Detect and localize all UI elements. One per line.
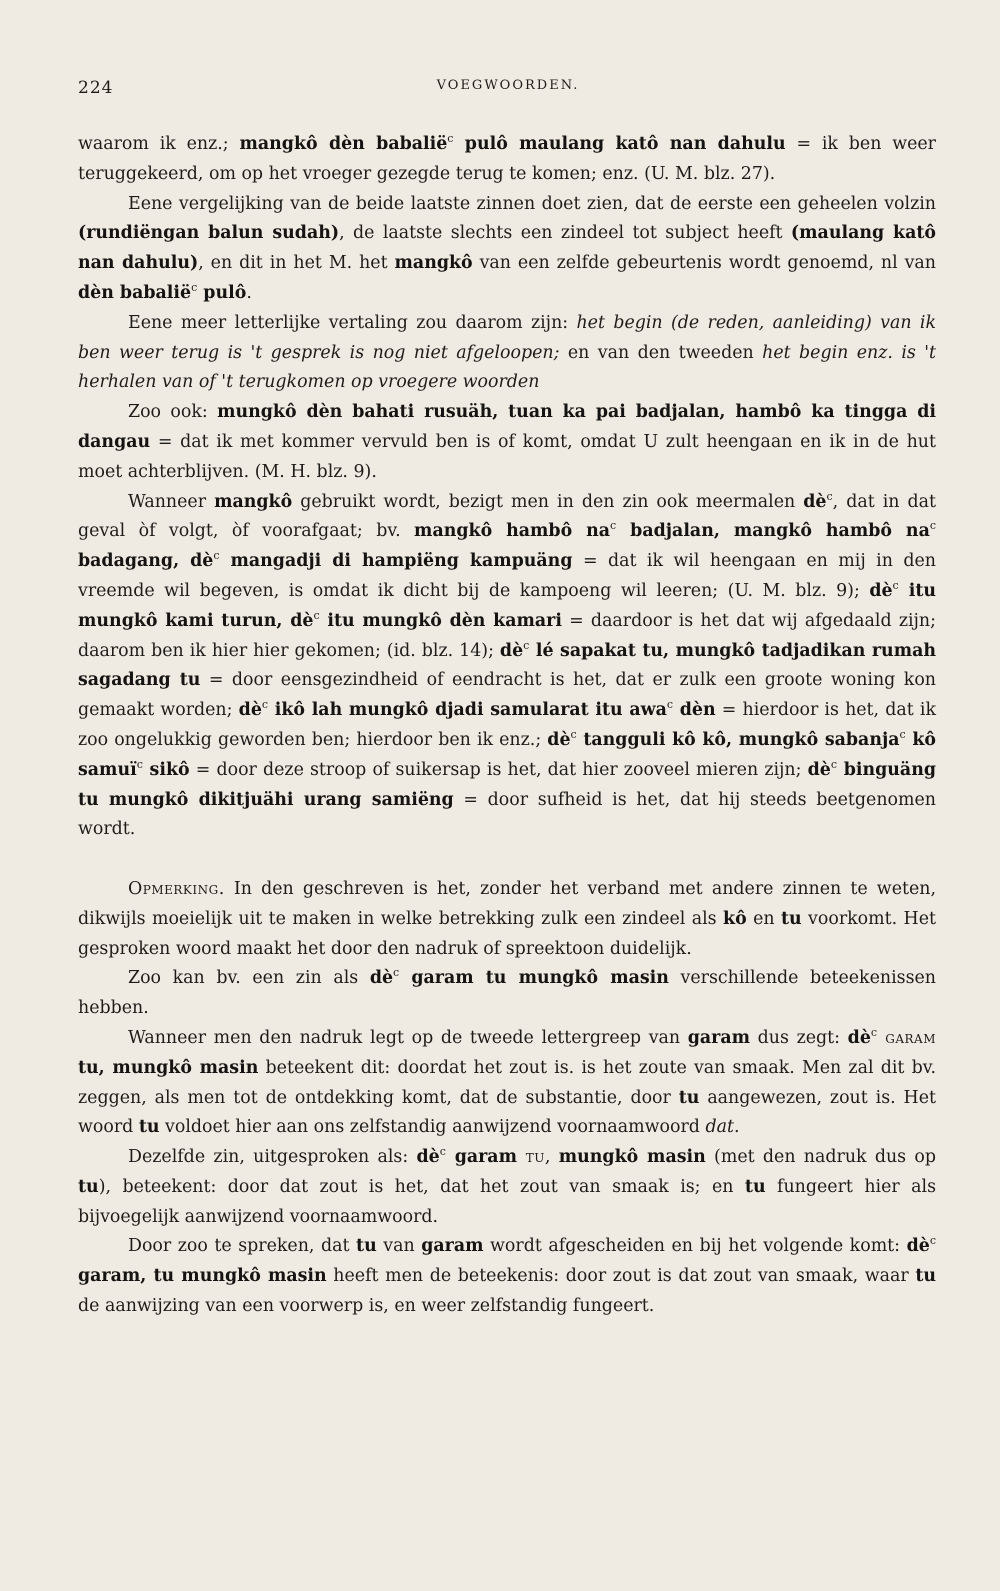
text-run: Eene vergelijking van de beide laatste zinnen doet zien, dat de eerste een geheelen volzin bbox=[128, 193, 936, 214]
small-caps-text: garam bbox=[885, 1027, 936, 1048]
page-header bbox=[78, 78, 938, 104]
superscript-mark: c bbox=[313, 608, 320, 622]
bold-term: dèn bbox=[673, 700, 716, 721]
text-run: waarom ik enz.; bbox=[78, 134, 240, 154]
text-run: Dezelfde zin, uitgesproken als: bbox=[128, 1147, 417, 1168]
superscript-mark: c bbox=[892, 579, 899, 593]
text-run: . bbox=[246, 282, 252, 303]
small-caps-text: tu bbox=[525, 1147, 545, 1168]
text-run: verschillende beteekenissen hebben. bbox=[78, 968, 936, 1019]
bold-term: tu bbox=[678, 1087, 700, 1108]
text-run: In den geschreven is het, zonder het verband met andere zinnen te weten, dikwijls moeielijk uit te maken in welke betrekking zulk een zindeel als bbox=[78, 878, 936, 929]
bold-term: garam, tu mungkô masin bbox=[78, 1266, 327, 1287]
bold-term: dè bbox=[238, 700, 262, 721]
bold-term: kô bbox=[723, 908, 747, 929]
bold-term: mungkô masin bbox=[558, 1147, 706, 1168]
text-run: = door eensgezindheid of eendracht is het, dat er zulk een groote woning kon gemaakt worden; bbox=[78, 670, 936, 721]
bold-term: mangkô hambô na bbox=[414, 521, 611, 542]
bold-term: dè bbox=[847, 1027, 871, 1048]
bold-term: mangkô bbox=[214, 491, 293, 512]
bold-term: dè bbox=[369, 968, 394, 989]
text-run: , bbox=[544, 1147, 559, 1168]
bold-term: badjalan, mangkô hambô na bbox=[616, 521, 930, 542]
italic-phrase: het begin enz. is 't herhalen van of 't terugkomen op vroegere woorden bbox=[78, 342, 937, 393]
bold-term: itu mungkô kami turun, dè bbox=[78, 580, 937, 631]
superscript-mark: c bbox=[929, 519, 937, 533]
text-run: = hierdoor is het, dat ik zoo ongelukkig geworden ben; hierdoor ben ik enz.; bbox=[78, 700, 936, 750]
text-run: Wanneer men den nadruk legt op de tweede lettergreep van bbox=[128, 1027, 688, 1048]
bold-term: (maulang katô nan dahulu) bbox=[78, 223, 936, 274]
text-run: dus zegt: bbox=[750, 1027, 848, 1048]
superscript-mark: c bbox=[447, 132, 454, 146]
bold-term: kô samuï bbox=[78, 729, 936, 780]
text-run: wordt afgescheiden en bij het volgende komt: bbox=[483, 1236, 907, 1257]
bold-term: dè bbox=[906, 1236, 930, 1257]
paragraph bbox=[78, 190, 936, 309]
paragraph bbox=[78, 964, 936, 1024]
bold-term: pulô bbox=[197, 282, 247, 303]
text-run: aangewezen, zout is. Het woord bbox=[78, 1087, 936, 1138]
bold-term: itu mungkô dèn kamari bbox=[319, 610, 562, 631]
bold-term: tu bbox=[356, 1236, 377, 1257]
text-run: voorkomt. Het gesproken woord maakt het door den nadruk of spreektoon duidelijk. bbox=[78, 908, 936, 959]
bold-term: dè bbox=[803, 491, 827, 512]
superscript-mark: c bbox=[439, 1145, 446, 1159]
bold-term: lé sapakat tu, mungkô tadjadikan rumah sagadang tu bbox=[78, 640, 937, 691]
paragraph bbox=[78, 130, 936, 190]
italic-phrase: dat. bbox=[705, 1117, 740, 1138]
text-run: Eene meer letterlijke vertaling zou daarom zijn: bbox=[128, 312, 577, 333]
bold-term: ikô lah mungkô djadi samularat itu awa bbox=[268, 700, 667, 721]
text-run: = door sufheid is het, dat hij steeds beetgenomen wordt. bbox=[78, 789, 936, 840]
superscript-mark: c bbox=[830, 757, 838, 771]
text-run: = daardoor is het dat wij afgedaald zijn; daarom ben ik hier hier gekomen; (id. blz. 14); bbox=[78, 610, 936, 661]
bold-term: mangkô bbox=[394, 253, 473, 274]
text-run: voldoet hier aan ons zelfstandig aanwijzend voornaamwoord bbox=[159, 1117, 706, 1138]
paragraph bbox=[78, 1232, 936, 1321]
text-run: gebruikt wordt, bezigt men in den zin ook meermalen bbox=[292, 491, 804, 512]
bold-term: garam bbox=[445, 1147, 526, 1168]
bold-term: tu bbox=[915, 1266, 936, 1287]
superscript-mark: c bbox=[523, 638, 530, 652]
bold-term: (rundiëngan balun sudah) bbox=[78, 223, 340, 244]
text-run: , de laatste slechts een zindeel tot subject heeft bbox=[339, 223, 791, 244]
bold-term: dè bbox=[499, 640, 524, 661]
superscript-mark: c bbox=[666, 698, 674, 712]
paragraph bbox=[78, 398, 936, 487]
bold-term: tu bbox=[780, 908, 802, 929]
superscript-mark: c bbox=[136, 757, 143, 771]
bold-term: sikô bbox=[142, 759, 190, 780]
bold-term: binguäng tu mungkô dikitjuähi urang samiëng bbox=[78, 759, 937, 810]
superscript-mark: c bbox=[213, 549, 220, 563]
superscript-mark: c bbox=[570, 728, 577, 742]
italic-phrase: het begin (de reden, aanleiding) van ik ben weer terug is 't gesprek is nog niet afgeloopen; bbox=[78, 312, 936, 363]
text-run: Zoo kan bv. een zin als bbox=[128, 968, 370, 989]
text-run: de aanwijzing van een voorwerp is, en weer zelfstandig fungeert. bbox=[78, 1296, 655, 1317]
text-run: fungeert hier als bijvoegelijk aanwijzend voornaamwoord. bbox=[78, 1176, 936, 1227]
text-run: (met den nadruk dus op bbox=[705, 1147, 937, 1168]
paragraph bbox=[78, 1024, 936, 1143]
text-run: heeft men de beteekenis: door zout is dat zout van smaak, waar bbox=[326, 1266, 916, 1287]
opmerking-paragraph bbox=[78, 875, 936, 964]
superscript-mark: c bbox=[870, 1026, 878, 1040]
superscript-mark: c bbox=[191, 281, 198, 295]
bold-term: dè bbox=[547, 729, 571, 750]
bold-term: mangadji di hampiëng kampuäng bbox=[219, 551, 573, 572]
superscript-mark: c bbox=[393, 966, 400, 980]
bold-term: garam bbox=[687, 1027, 751, 1048]
text-run: van een zelfde gebeurtenis wordt genoemd, nl van bbox=[472, 253, 936, 274]
text-run: Zoo ook: bbox=[128, 402, 218, 423]
text-run: ), beteekent: door dat zout is het, dat het zout van smaak is; en bbox=[98, 1176, 745, 1197]
bold-term: mangkô dèn babalië bbox=[239, 134, 448, 154]
bold-term: tu, mungkô masin bbox=[78, 1057, 259, 1078]
page-body bbox=[78, 130, 936, 1322]
superscript-mark: c bbox=[826, 489, 833, 503]
text-run: Wanneer bbox=[128, 491, 215, 512]
superscript-mark: c bbox=[899, 728, 906, 742]
bold-term: pulô maulang katô nan dahulu bbox=[453, 134, 786, 154]
bold-term: dè bbox=[869, 580, 893, 601]
text-run: = dat ik wil heengaan en mij in den vreemde wil begeven, is omdat ik dicht bij de kampoeng wil leeren; (U. M. blz. 9); bbox=[78, 551, 937, 601]
page-number: 224 bbox=[78, 78, 114, 98]
text-run: , en dit in het M. het bbox=[198, 253, 395, 274]
text-run: van bbox=[376, 1236, 422, 1257]
paragraph bbox=[78, 1143, 936, 1232]
text-run: = door deze stroop of suikersap is het, dat hier zooveel mieren zijn; bbox=[189, 759, 808, 780]
text-run: en van den tweeden bbox=[559, 342, 763, 363]
bold-term: tu bbox=[744, 1176, 766, 1197]
superscript-mark: c bbox=[929, 1234, 936, 1248]
text-run: beteekent dit: doordat het zout is. is het zoute van smaak. Men zal dit bv. zeggen, als men tot de ontdekking komt, dat de substantie, door bbox=[78, 1057, 936, 1108]
text-run: , dat in dat geval òf volgt, òf voorafgaat; bv. bbox=[78, 491, 936, 542]
bold-term: tangguli kô kô, mungkô sabanja bbox=[576, 729, 900, 750]
bold-term: badagang, dè bbox=[78, 551, 214, 572]
running-title: VOEGWOORDEN. bbox=[436, 78, 580, 93]
bold-term: dèn babalië bbox=[78, 282, 192, 303]
paragraph bbox=[78, 309, 936, 398]
bold-term: dè bbox=[807, 759, 831, 780]
paragraph bbox=[78, 488, 936, 846]
superscript-mark: c bbox=[610, 519, 617, 533]
bold-term: mungkô dèn bahati rusuäh, tuan ka pai badjalan, hambô ka tingga di dangau bbox=[78, 402, 937, 452]
bold-term: garam bbox=[421, 1236, 484, 1257]
text-run: en bbox=[746, 908, 781, 929]
superscript-mark: c bbox=[261, 698, 269, 712]
small-caps-text: Opmerking. bbox=[128, 878, 225, 899]
bold-term: tu bbox=[78, 1176, 99, 1197]
text-run: Door zoo te spreken, dat bbox=[128, 1236, 357, 1257]
bold-term: tu bbox=[138, 1117, 160, 1138]
text-run: = ik ben weer teruggekeerd, om op het vroeger gezegde terug te komen; enz. (U. M. blz. 27). bbox=[78, 134, 936, 184]
text-run: = dat ik met kommer vervuld ben is of komt, omdat U zult heengaan en ik in de hut moet achterblijven. (M. H. blz. 9). bbox=[78, 431, 936, 482]
bold-term: dè bbox=[416, 1147, 440, 1168]
bold-term: garam tu mungkô masin bbox=[399, 968, 669, 989]
